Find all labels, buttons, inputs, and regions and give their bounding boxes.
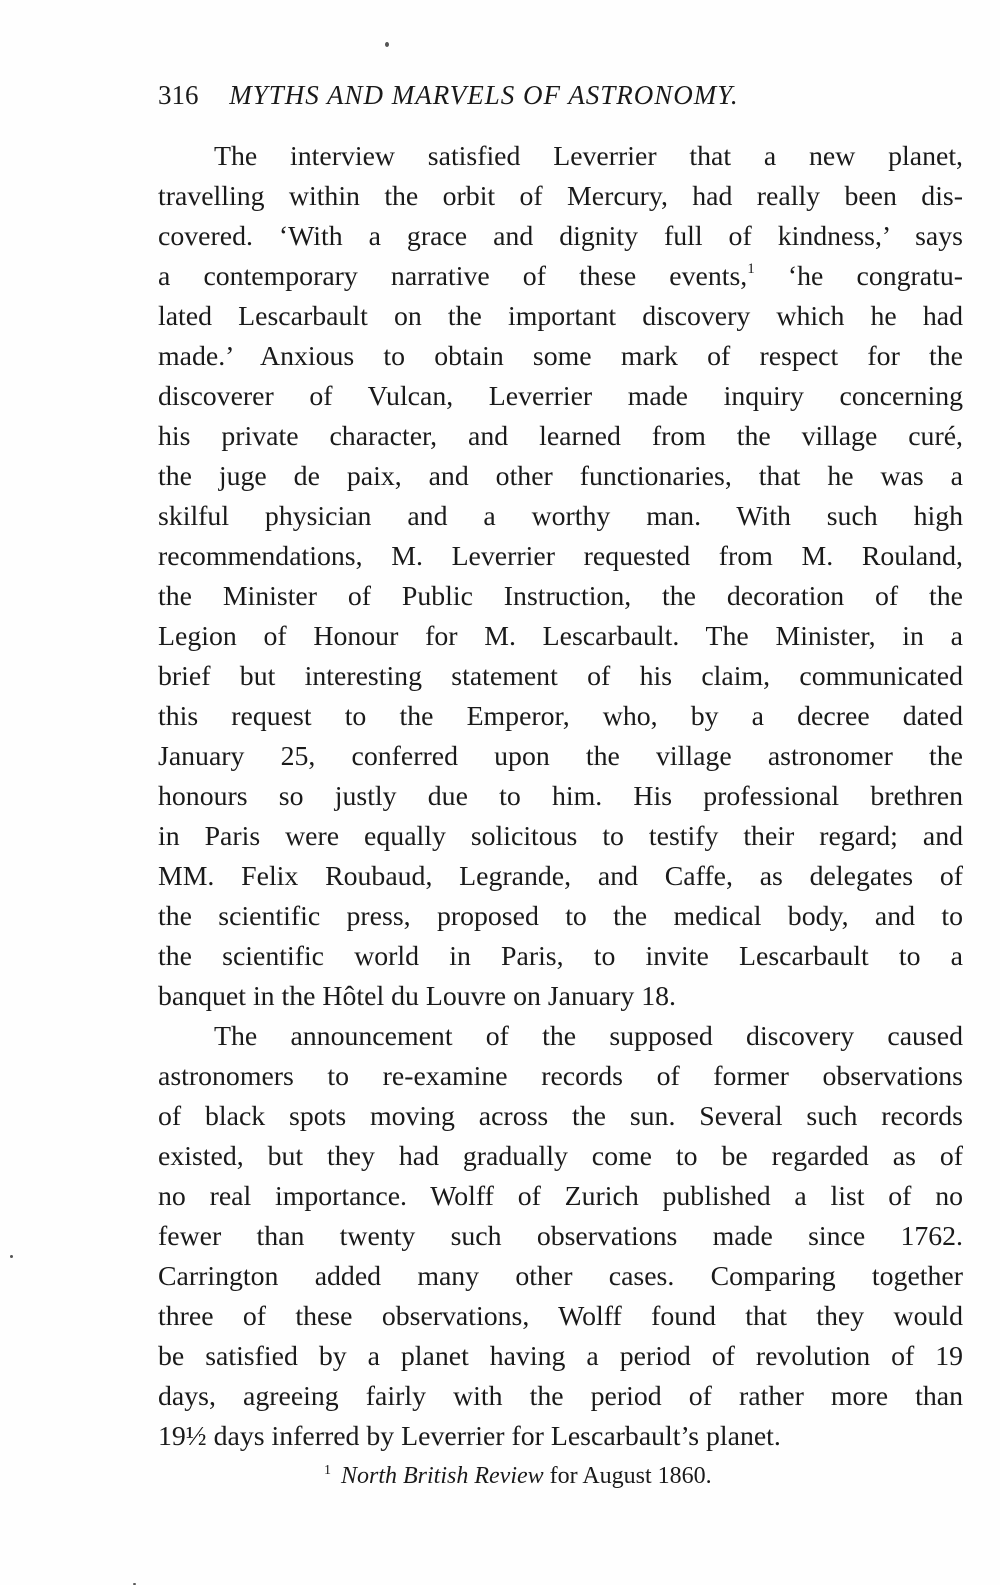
text-line: banquet in the Hôtel du Louvre on January 18. — [158, 981, 676, 1012]
text-line: skilful physician and a worthy man. With such high — [158, 501, 963, 532]
text-line: discoverer of Vulcan, Leverrier made inquiry concerning — [158, 381, 963, 412]
footnote — [324, 1456, 712, 1491]
text-line: the scientific world in Paris, to invite Lescarbault to a — [158, 941, 963, 972]
text-line: MM. Felix Roubaud, Legrande, and Caffe, as delegates of — [158, 861, 963, 892]
text-line: made.’ Anxious to obtain some mark of respect for the — [158, 341, 963, 372]
text-line: the Minister of Public Instruction, the decoration of the — [158, 581, 963, 612]
text-line: no real importance. Wolff of Zurich published a list of no — [158, 1181, 963, 1212]
footnote-text: for August 1860. — [543, 1463, 712, 1489]
body-text — [158, 137, 963, 1457]
scan-speck — [385, 42, 389, 47]
text-line: astronomers to re-examine records of former observations — [158, 1061, 963, 1092]
text-line: existed, but they had gradually come to be regarded as of — [158, 1141, 963, 1172]
text-line: days, agreeing fairly with the period of rather more than — [158, 1381, 963, 1412]
text-line: Carrington added many other cases. Comparing together — [158, 1261, 963, 1292]
text-line: brief but interesting statement of his claim, communicated — [158, 661, 963, 692]
text-line: this request to the Emperor, who, by a decree dated — [158, 701, 963, 732]
footnote-reference: 1 — [747, 261, 755, 277]
text-line: lated Lescarbault on the important discovery which he had — [158, 301, 963, 332]
text-line: travelling within the orbit of Mercury, had really been dis- — [158, 181, 963, 212]
text-line: in Paris were equally solicitous to testify their regard; and — [158, 821, 963, 852]
scan-speck — [10, 1255, 13, 1258]
page-number: 316 — [158, 80, 199, 110]
footnote-mark: 1 — [324, 1463, 331, 1478]
text-line: Legion of Honour for M. Lescarbault. The Minister, in a — [158, 621, 963, 652]
text-segment: ‘he congratu- — [754, 261, 963, 292]
text-line: the juge de paix, and other functionaries, that he was a — [158, 461, 963, 492]
text-line: The interview satisfied Leverrier that a new planet, — [214, 141, 963, 172]
text-line: The announcement of the supposed discovery caused — [214, 1021, 963, 1052]
text-line: his private character, and learned from the village curé, — [158, 421, 963, 452]
text-line: honours so justly due to him. His professional brethren — [158, 781, 963, 812]
text-line: the scientific press, proposed to the medical body, and to — [158, 901, 963, 932]
text-line: of black spots moving across the sun. Several such records — [158, 1101, 963, 1132]
text-line: three of these observations, Wolff found that they would — [158, 1301, 963, 1332]
footnote-title: North British Review — [341, 1463, 544, 1489]
text-line: 19½ days inferred by Leverrier for Lescarbault’s planet. — [158, 1421, 781, 1452]
running-header — [158, 78, 878, 112]
text-segment: a contemporary narrative of these events, — [158, 261, 748, 292]
text-line: fewer than twenty such observations made since 1762. — [158, 1221, 963, 1252]
text-line: recommendations, M. Leverrier requested from M. Rouland, — [158, 541, 963, 572]
text-line: January 25, conferred upon the village astronomer the — [158, 741, 963, 772]
text-line-with-footnote — [158, 257, 963, 297]
text-line: covered. ‘With a grace and dignity full of kindness,’ says — [158, 221, 963, 252]
running-title: MYTHS AND MARVELS OF ASTRONOMY. — [229, 80, 739, 110]
text-line: be satisfied by a planet having a period of revolution of 19 — [158, 1341, 963, 1372]
